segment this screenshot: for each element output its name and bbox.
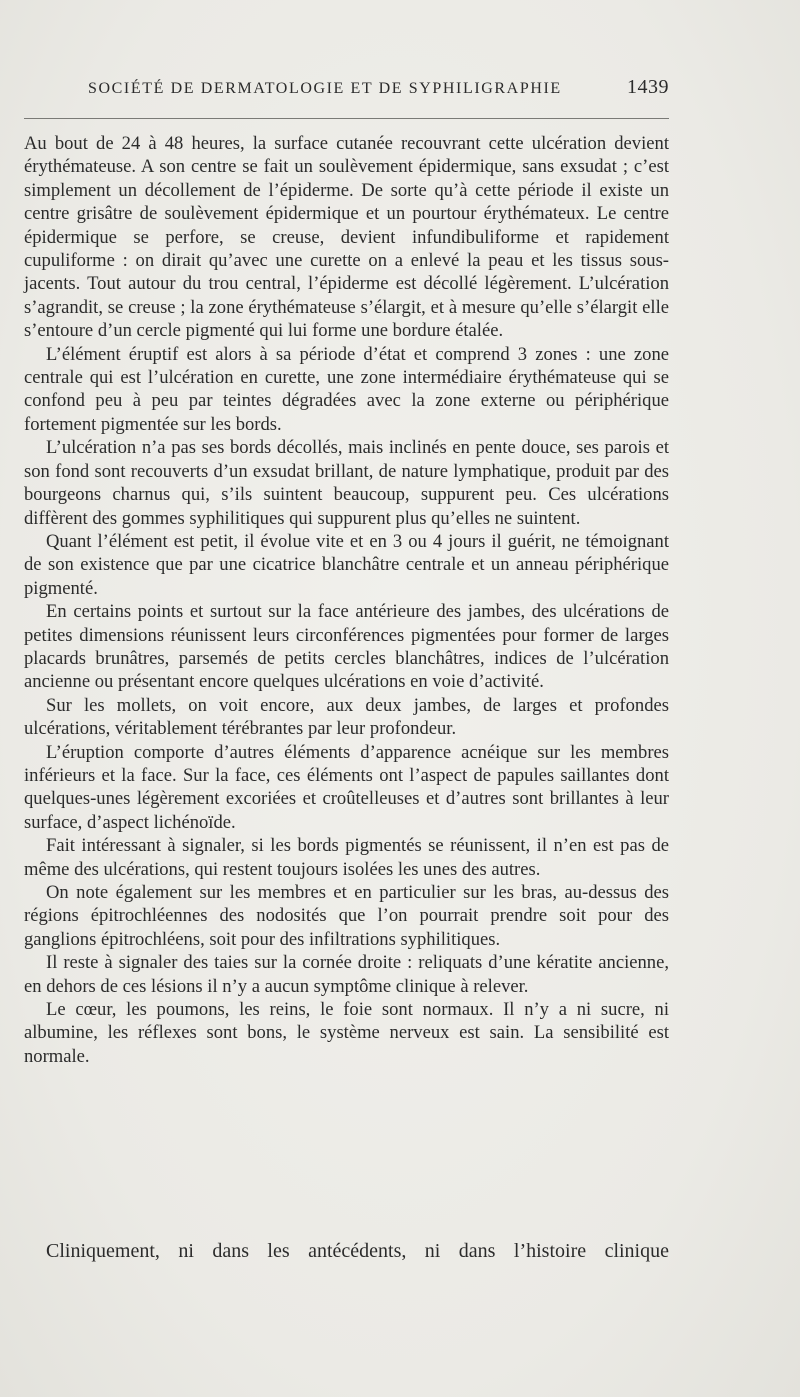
paragraph: Il reste à signaler des taies sur la cornée droite : reliquats d’une kératite ancienne, en dehors de ces lésions il n’y a aucun symptôme clinique à relever. (24, 952, 669, 997)
paragraph: Sur les mollets, on voit encore, aux deux jambes, de larges et profondes ulcérations, véritablement térébrantes par leur profondeur. (24, 694, 669, 740)
paragraph: L’ulcération n’a pas ses bords décollés, mais inclinés en pente douce, ses parois et son fond sont recouverts d’un exsudat brillant, de nature lymphatique, produit par des bourgeons charnus qui, s’ils suintent beaucoup, suppurent peu. Ces ulcérations diffèrent des gommes syphilitiques qui suppurent plus qu’elles ne suintent. (24, 437, 669, 529)
paragraph: Fait intéressant à signaler, si les bords pigmentés se réunissent, il n’en est pas de même des ulcérations, qui restent toujours isolées les unes des autres. (24, 835, 669, 880)
body-text (24, 132, 669, 1068)
paragraph: On note également sur les membres et en particulier sur les bras, au-dessus des régions épitrochléennes des nodosités que l’on pourrait prendre soit pour des ganglions épitrochléens, soit pour des infiltrations syphilitiques. (24, 882, 669, 950)
page-number: 1439 (627, 76, 669, 98)
header-rule (24, 118, 669, 119)
paragraph: Au bout de 24 à 48 heures, la surface cutanée recouvrant cette ulcération devient érythémateuse. A son centre se fait un soulèvement épidermique, sans exsudat ; c’est simplement un décollement de l’épiderme. De sorte qu’à cette période il existe un centre grisâtre de soulèvement épidermique et un pourtour érythémateux. Le centre épidermique se perfore, se creuse, devient infundibuliforme et rapidement cupuliforme : on dirait qu’avec une curette on a enlevé la peau et les tissus sous-jacents. Tout autour du trou central, l’épiderme est décollé légèrement. L’ulcération s’agrandit, se creuse ; la zone érythémateuse s’élargit, et à mesure qu’elle s’élargit elle s’entoure d’un cercle pigmenté qui lui forme une bordure étalée. (24, 133, 669, 342)
paragraph: L’élément éruptif est alors à sa période d’état et comprend 3 zones : une zone centrale qui est l’ulcération en curette, une zone intermédiaire érythémateuse qui se confond peu à peu par teintes dégradées avec la zone externe ou périphérique fortement pigmentée sur les bords. (24, 343, 669, 435)
paragraph: Quant l’élément est petit, il évolue vite et en 3 ou 4 jours il guérit, ne témoignant de son existence que par une cicatrice blanchâtre centrale et un anneau périphérique pigmenté. (24, 530, 669, 599)
trailing-line: Cliniquement, ni dans les antécédents, ni dans l’histoire clinique (46, 1240, 669, 1262)
paragraph: Le cœur, les poumons, les reins, le foie sont normaux. Il n’y a ni sucre, ni albumine, les réflexes sont bons, le système nerveux est sain. La sensibilité est normale. (24, 999, 669, 1067)
page-header (24, 76, 669, 99)
paragraph: L’éruption comporte d’autres éléments d’apparence acnéique sur les membres inférieurs et la face. Sur la face, ces éléments ont l’aspect de papules saillantes dont quelques-unes légèrement excoriées et croûtelleuses et d’autres sont brillantes à leur surface, d’aspect lichénoïde. (24, 741, 669, 833)
paragraph: En certains points et surtout sur la face antérieure des jambes, des ulcérations de petites dimensions réunissent leurs circonférences pigmentées pour former de larges placards brunâtres, parsemés de petits cercles blanchâtres, indices de l’ulcération ancienne ou présentant encore quelques ulcérations en voie d’activité. (24, 601, 669, 693)
running-title: SOCIÉTÉ DE DERMATOLOGIE ET DE SYPHILIGRAPHIE (88, 80, 562, 97)
